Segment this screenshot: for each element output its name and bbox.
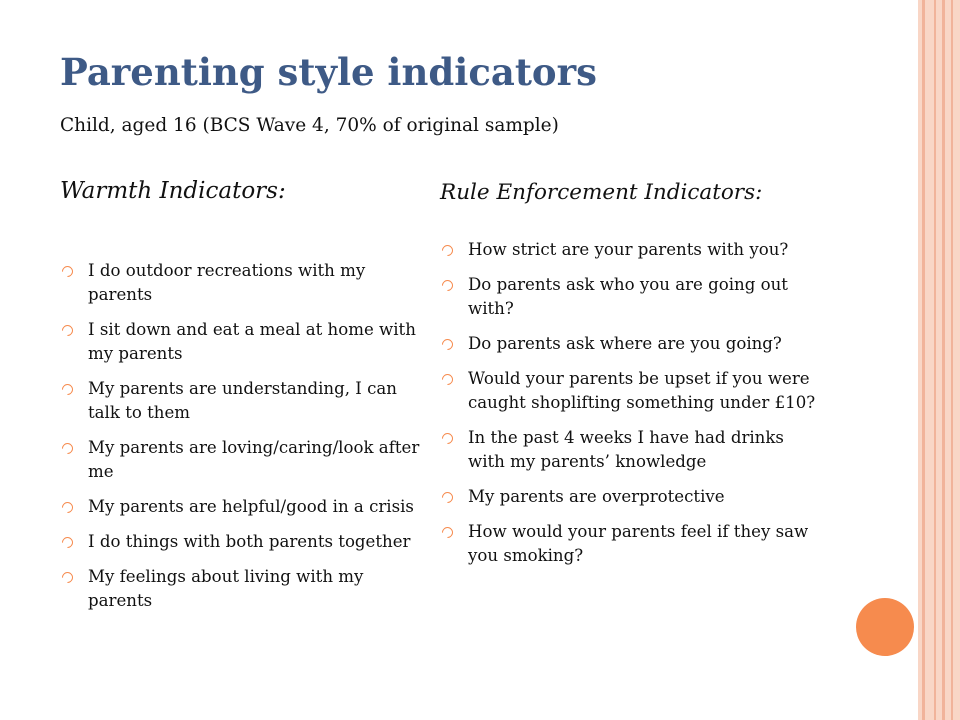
list-item-text: I do things with both parents together [88,532,411,551]
rule-enforcement-list [440,238,825,579]
open-circle-bullet-icon [440,490,456,506]
list-item-text: My parents are understanding, I can talk to them [88,379,397,422]
open-circle-bullet-icon [60,570,76,586]
band-stripe [951,0,953,720]
list-item [60,565,420,613]
open-circle-bullet-icon [60,441,76,457]
warmth-heading: Warmth Indicators: [60,178,286,204]
list-item [60,318,420,366]
list-item-text: How would your parents feel if they saw you smoking? [468,522,809,565]
list-item [440,238,825,262]
open-circle-bullet-icon [440,525,456,541]
open-circle-bullet-icon [440,431,456,447]
band-stripe [934,0,936,720]
list-item-text: My parents are overprotective [468,487,725,506]
rule-enforcement-heading: Rule Enforcement Indicators: [440,180,763,205]
list-item [440,367,825,415]
list-item [440,485,825,509]
decorative-circle [856,598,914,656]
band-stripe [922,0,925,720]
open-circle-bullet-icon [60,535,76,551]
list-item [440,426,825,474]
list-item [440,332,825,356]
slide-title: Parenting style indicators [60,50,597,94]
list-item-text: In the past 4 weeks I have had drinks with my parents’ knowledge [468,428,784,471]
list-item-text: My parents are helpful/good in a crisis [88,497,414,516]
list-item-text: My feelings about living with my parents [88,567,364,610]
list-item [60,495,420,519]
list-item [60,259,420,307]
band-stripe [942,0,945,720]
list-item-text: I sit down and eat a meal at home with my parents [88,320,416,363]
open-circle-bullet-icon [440,278,456,294]
open-circle-bullet-icon [440,372,456,388]
list-item [60,436,420,484]
list-item-text: I do outdoor recreations with my parents [88,261,366,304]
warmth-list [60,259,420,624]
list-item [440,520,825,568]
list-item-text: Do parents ask where are you going? [468,334,782,353]
list-item [60,377,420,425]
list-item [60,530,420,554]
open-circle-bullet-icon [60,264,76,280]
open-circle-bullet-icon [60,323,76,339]
list-item-text: Do parents ask who you are going out with? [468,275,788,318]
decorative-side-band [918,0,960,720]
open-circle-bullet-icon [60,500,76,516]
list-item [440,273,825,321]
list-item-text: Would your parents be upset if you were caught shoplifting something under £10? [468,369,816,412]
open-circle-bullet-icon [60,382,76,398]
open-circle-bullet-icon [440,337,456,353]
open-circle-bullet-icon [440,243,456,259]
slide-subtitle: Child, aged 16 (BCS Wave 4, 70% of original sample) [60,115,559,136]
list-item-text: How strict are your parents with you? [468,240,789,259]
list-item-text: My parents are loving/caring/look after me [88,438,420,481]
